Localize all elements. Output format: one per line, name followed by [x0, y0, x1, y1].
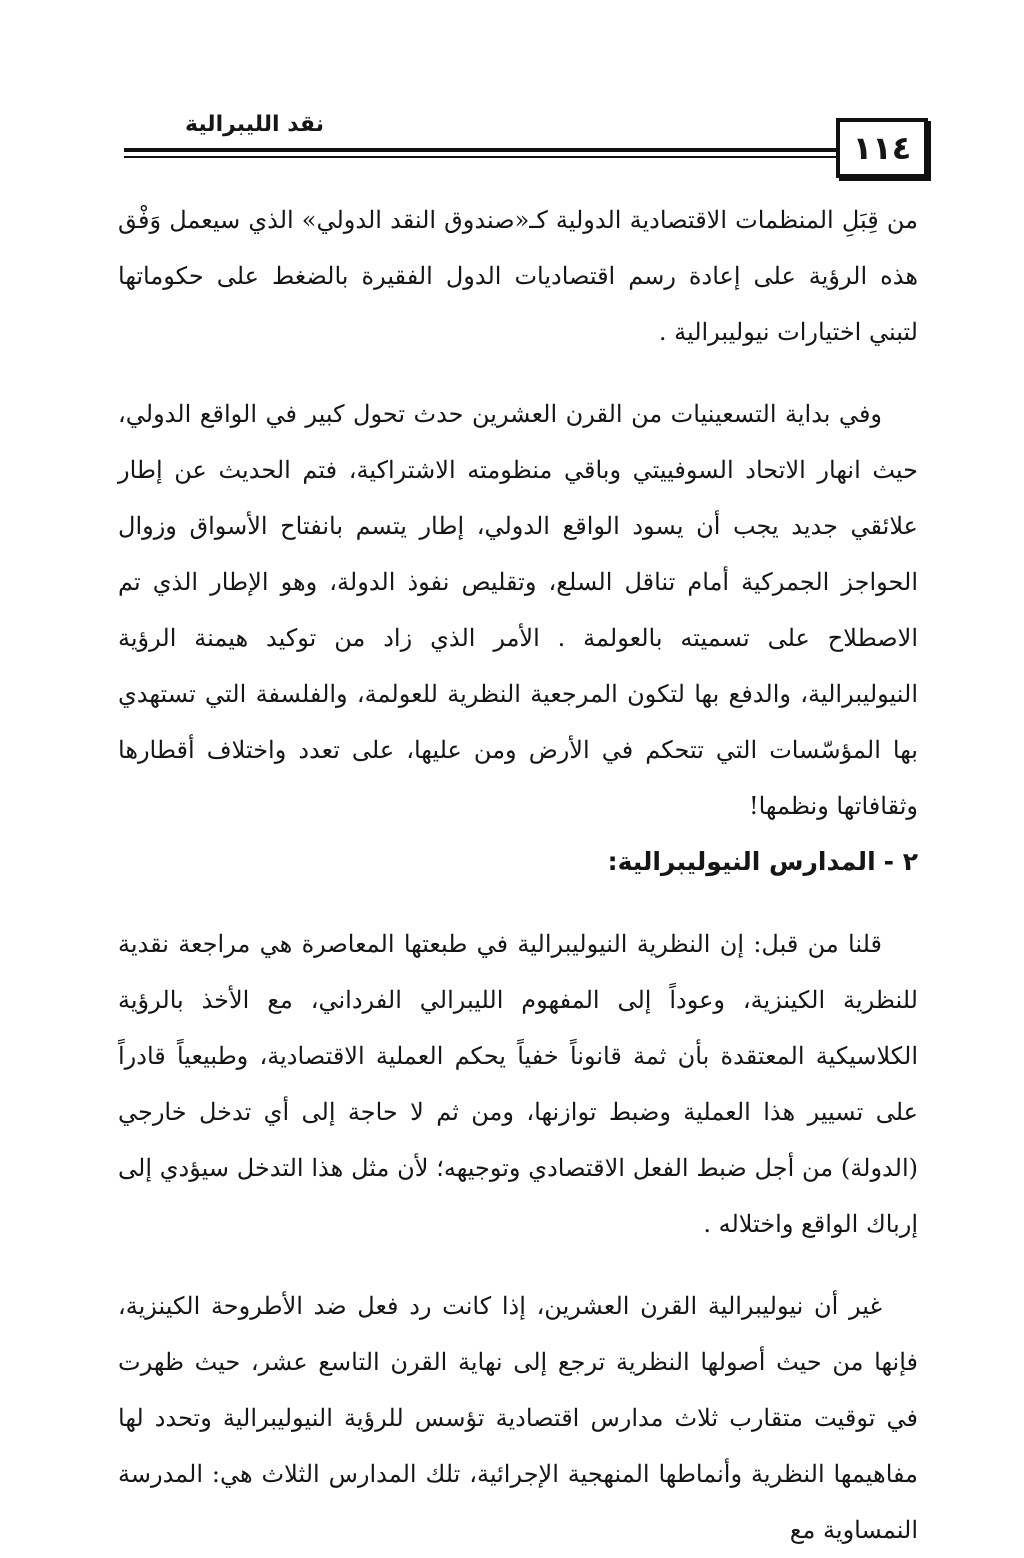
paragraph-gap [118, 890, 918, 916]
page-number: ١١٤ [852, 129, 912, 167]
page-body [118, 192, 918, 1558]
page-header [124, 96, 924, 182]
page-number-box [836, 118, 928, 178]
running-title: نقد الليبرالية [184, 112, 324, 137]
paragraph-2: وفي بداية التسعينيات من القرن العشرين حدث تحول كبير في الواقع الدولي، حيث انهار الاتحاد السوفييتي وباقي منظومته الاشتراكية، فتم الحديث عن إطار علائقي جديد يجب أن يسود الواقع الدولي، إطار يتسم بانفتاح الأسواق وزوال الحواجز الجمركية أمام تناقل السلع، وتقليص نفوذ الدولة، وهو الإطار الذي تم الاصطلاح على تسميته بالعولمة . الأمر الذي زاد من توكيد هيمنة الرؤية النيوليبرالية، والدفع بها لتكون المرجعية النظرية للعولمة، والفلسفة التي تستهدي بها المؤسّسات التي تتحكم في الأرض ومن عليها، على تعدد واختلاف أقطارها وثقافاتها ونظمها! [118, 400, 918, 820]
section-heading [118, 834, 918, 890]
section-number: ٢ - [883, 847, 918, 876]
paragraph-gap [118, 360, 918, 386]
paragraph-1: من قِبَلِ المنظمات الاقتصادية الدولية كـ«صندوق النقد الدولي» الذي سيعمل وَفْق هذه الرؤية على إعادة رسم اقتصاديات الدول الفقيرة بالضغط على حكوماتها لتبني اختيارات نيوليبرالية . [118, 206, 918, 346]
section-title: المدارس النيوليبرالية: [607, 847, 876, 876]
paragraph-3: قلنا من قبل: إن النظرية النيوليبرالية في طبعتها المعاصرة هي مراجعة نقدية للنظرية الكينزية، وعوداً إلى المفهوم الليبرالي الفرداني، مع الأخذ بالرؤية الكلاسيكية المعتقدة بأن ثمة قانوناً خفياً يحكم العملية الاقتصادية، وطبيعياً قادراً على تسيير هذا العملية وضبط توازنها، ومن ثم لا حاجة إلى أي تدخل خارجي (الدولة) من أجل ضبط الفعل الاقتصادي وتوجيهه؛ لأن مثل هذا التدخل سيؤدي إلى إرباك الواقع واختلاله . [118, 930, 918, 1238]
paragraph-gap [118, 1252, 918, 1278]
header-rule-thick [124, 148, 836, 152]
header-rule-thin [124, 156, 836, 158]
paragraph-4: غير أن نيوليبرالية القرن العشرين، إذا كانت رد فعل ضد الأطروحة الكينزية، فإنها من حيث أصولها النظرية ترجع إلى نهاية القرن التاسع عشر، حيث ظهرت في توقيت متقارب ثلاث مدارس اقتصادية تؤسس للرؤية النيوليبرالية وتحدد لها مفاهيمها النظرية وأنماطها المنهجية الإجرائية، تلك المدارس الثلاث هي: المدرسة النمساوية مع [118, 1292, 919, 1544]
